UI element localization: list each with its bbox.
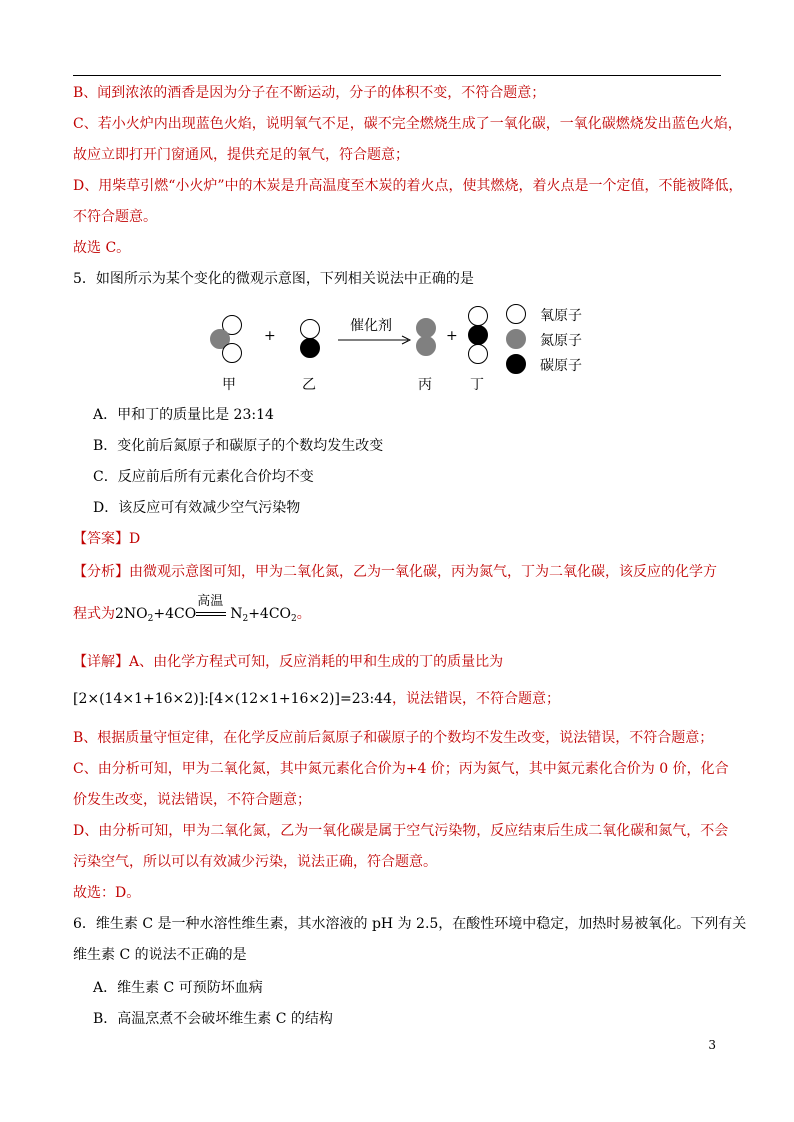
q5-detail-a2 bbox=[73, 688, 560, 708]
reaction-arrow bbox=[338, 335, 414, 345]
equation-sign bbox=[196, 594, 230, 621]
oxygen-atom bbox=[300, 319, 320, 339]
label-jia: 甲 bbox=[222, 377, 236, 393]
header-rule bbox=[73, 75, 721, 76]
eq-sub: 2 bbox=[242, 614, 249, 624]
prev-choice: 故选 C。 bbox=[73, 240, 131, 256]
q5-detail-d1: D、由分析可知，甲为二氧化氮，乙为一氧化碳是属于空气污染物，反应结束后生成二氧化碳和氮气，不会 bbox=[73, 823, 729, 839]
condition-label: 高温 bbox=[197, 594, 224, 609]
plus-sign: + bbox=[446, 328, 458, 344]
eq-right: +4CO bbox=[248, 606, 292, 622]
eq-period: 。 bbox=[296, 606, 311, 622]
nitrogen-atom bbox=[416, 318, 436, 338]
legend-nitrogen-label: 氮原子 bbox=[540, 333, 582, 349]
prev-analysis-d2: 不符合题意。 bbox=[73, 209, 157, 225]
q6-option-a: A．维生素 C 可预防坏血病 bbox=[93, 980, 263, 996]
q5-detail-a1: 【详解】A、由化学方程式可知，反应消耗的甲和生成的丁的质量比为 bbox=[73, 654, 504, 670]
carbon-atom bbox=[468, 325, 488, 345]
q5-detail-c2: 价发生改变，说法错误，不符合题意； bbox=[73, 792, 311, 808]
eq-sub: 2 bbox=[147, 614, 154, 624]
q5-option-b: B．变化前后氮原子和碳原子的个数均发生改变 bbox=[93, 438, 384, 454]
prev-analysis-c1: C、若小火炉内出现蓝色火焰，说明氧气不足，碳不完全燃烧生成了一氧化碳，一氧化碳燃烧发出蓝色火焰， bbox=[73, 116, 742, 132]
eq-mid: +4CO bbox=[153, 606, 197, 622]
carbon-atom bbox=[300, 338, 320, 358]
eq-left: 2NO bbox=[115, 606, 148, 622]
legend-nitrogen-icon bbox=[506, 329, 526, 349]
q6-option-b: B．高温烹煮不会破坏维生素 C 的结构 bbox=[93, 1011, 333, 1027]
plus-sign: + bbox=[264, 328, 276, 344]
q5-detail-c1: C、由分析可知，甲为二氧化氮，其中氮元素化合价为+4 价；丙为氮气，其中氮元素化合价为 0 价，化合 bbox=[73, 761, 729, 777]
detail-a2-text: ，说法错误，不符合题意； bbox=[392, 691, 561, 707]
q5-analysis: 【分析】由微观示意图可知，甲为二氧化氮，乙为一氧化碳，丙为氮气，丁为二氧化碳，该反应的化学方 bbox=[73, 564, 717, 580]
q6-stem-line2: 维生素 C 的说法不正确的是 bbox=[73, 947, 247, 963]
legend-carbon-label: 碳原子 bbox=[540, 358, 582, 374]
legend-oxygen-icon bbox=[506, 304, 526, 324]
prev-analysis-d1: D、用柴草引燃“小火炉”中的木炭是升高温度至木炭的着火点，使其燃烧，着火点是一个定值，不能被降低， bbox=[73, 178, 743, 194]
page-number: 3 bbox=[708, 1038, 716, 1052]
oxygen-atom bbox=[468, 306, 488, 326]
q5-choice: 故选：D。 bbox=[73, 885, 141, 901]
nitrogen-atom bbox=[416, 336, 436, 356]
q5-detail-b: B、根据质量守恒定律，在化学反应前后氮原子和碳原子的个数均不发生改变，说法错误，不符合题意； bbox=[73, 730, 714, 746]
eq-n: N bbox=[230, 606, 243, 622]
prev-analysis-b: B、闻到浓浓的酒香是因为分子在不断运动，分子的体积不变，不符合题意； bbox=[73, 85, 546, 101]
equation-prefix: 程式为 bbox=[73, 606, 115, 622]
legend-oxygen-label: 氧原子 bbox=[540, 308, 582, 324]
q5-option-d: D．该反应可有效减少空气污染物 bbox=[93, 500, 301, 516]
q6-stem-line1: 6．维生素 C 是一种水溶性维生素，其水溶液的 pH 为 2.5，在酸性环境中稳定，加热时易被氧化。下列有关 bbox=[73, 916, 747, 932]
label-yi: 乙 bbox=[302, 377, 316, 393]
q5-stem: 5．如图所示为某个变化的微观示意图，下列相关说法中正确的是 bbox=[73, 271, 474, 287]
chemical-equation bbox=[115, 594, 311, 624]
legend-carbon-icon bbox=[506, 354, 526, 374]
q5-answer: 【答案】D bbox=[73, 531, 141, 547]
label-bing: 丙 bbox=[418, 377, 432, 393]
q5-option-c: C．反应前后所有元素化合价均不变 bbox=[93, 469, 314, 485]
prev-analysis-c2: 故应立即打开门窗通风，提供充足的氧气，符合题意； bbox=[73, 147, 409, 163]
eq-sub: 2 bbox=[291, 614, 297, 624]
q5-detail-d2: 污染空气，所以可以有效减少污染，说法正确，符合题意。 bbox=[73, 854, 437, 870]
catalyst-label: 催化剂 bbox=[350, 318, 392, 334]
q5-option-a: A．甲和丁的质量比是 23:14 bbox=[93, 407, 274, 423]
equals-bars bbox=[196, 612, 226, 616]
oxygen-atom bbox=[468, 344, 488, 364]
mass-ratio-math: [2×(14×1+16×2)]:[4×(12×1+16×2)]=23:44 bbox=[73, 691, 393, 707]
oxygen-atom bbox=[222, 343, 242, 363]
label-ding: 丁 bbox=[470, 377, 484, 393]
